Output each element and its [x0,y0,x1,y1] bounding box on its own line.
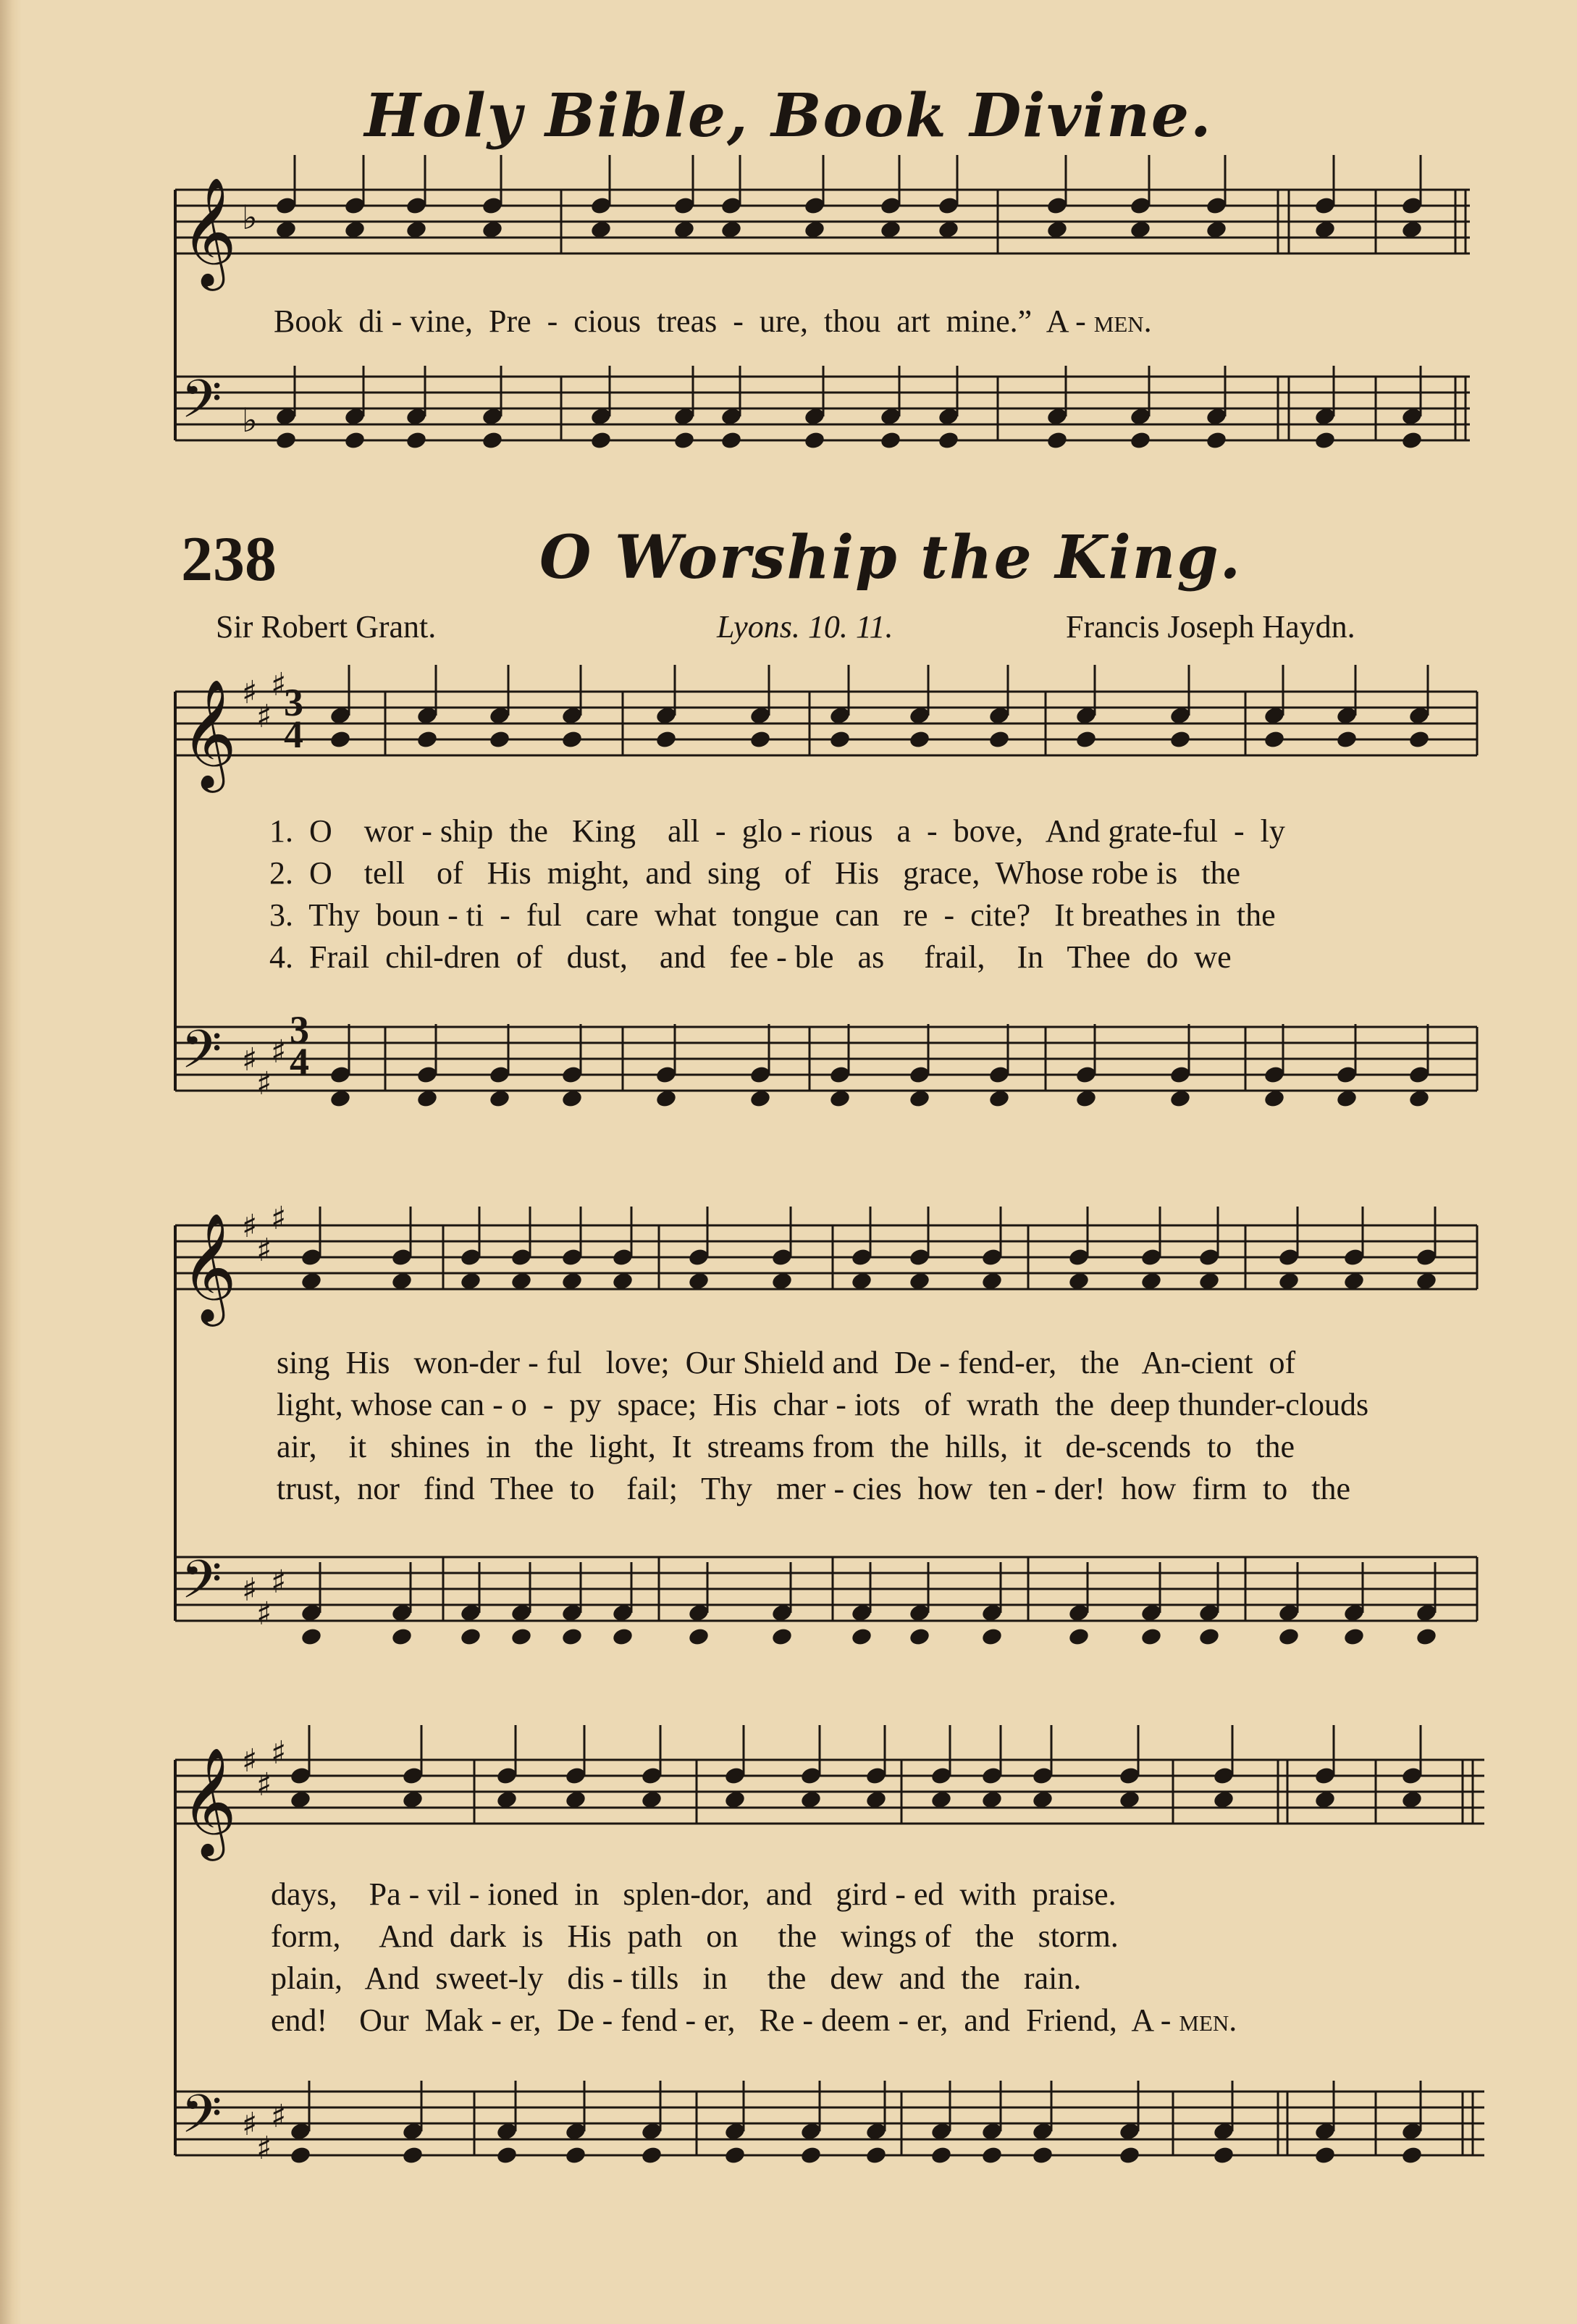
time-signature-treble [284,681,303,756]
prev-hymn-amen: men. [1093,303,1152,339]
time-sig-top-bass: 3 [290,1008,309,1052]
sharp-icon: ♯ [242,674,258,711]
bass-clef-icon: 𝄢 [181,368,222,442]
s3-bass-note-head [723,2145,746,2165]
hymn-amen: men. [1179,2002,1237,2038]
sharp-icon: ♯ [271,1564,287,1601]
sharp-icon: ♯ [242,1742,258,1779]
s1-treble-note-head [908,729,930,750]
sharp-icon: ♯ [271,666,287,703]
lyric-s2-v3: air, it shines in the light, It streams from the hills, it de-scends to the [277,1429,1295,1464]
prev-bass-note-head [879,430,901,450]
sharp-icon: ♯ [271,2098,287,2135]
treble-clef-icon: 𝄞 [181,1212,237,1322]
prev-bass-note-head [405,430,427,450]
s2-bass-note-head [560,1627,583,1647]
lyric-s1-v2: 2. O tell of His might, and sing of His grace, Whose robe is the [269,855,1240,891]
s2-bass-note-head [300,1627,322,1647]
sharp-icon: ♯ [256,1065,272,1102]
s2-bass-note-head [459,1627,481,1647]
s1-treble-note-head [488,729,510,750]
bass-clef-icon: 𝄢 [181,2083,222,2157]
prev-bass-note-head [1205,430,1227,450]
s1-treble-note-head [416,729,438,750]
hymn-title: O Worship the King. [539,523,1242,592]
s2-bass-note-head [850,1627,872,1647]
sharp-icon: ♯ [242,1208,258,1245]
s3-bass-note-head [1212,2145,1235,2165]
s2-bass-note-head [611,1627,634,1647]
s3-bass-note-head [865,2145,887,2165]
hymn-author: Sir Robert Grant. [216,609,437,645]
sharp-icon: ♯ [271,1033,287,1070]
time-signature-bass [290,1008,309,1083]
s3-bass-note-head [930,2145,952,2165]
s3-bass-note-head [1118,2145,1140,2165]
sharp-icon: ♯ [242,1041,258,1078]
s2-bass-note-head [1277,1627,1300,1647]
s2-bass-note-head [980,1627,1003,1647]
sharp-icon: ♯ [271,1734,287,1771]
s3-bass-note-head [1313,2145,1336,2165]
s1-treble-note-head [1335,729,1358,750]
s2-bass-note-head [1342,1627,1365,1647]
prev-bass-note-head [1313,430,1336,450]
s1-treble-note-head [1075,729,1097,750]
s1-treble-note-head [1263,729,1285,750]
s3-bass-note-head [980,2145,1003,2165]
s1-treble-note-head [749,729,771,750]
prev-bass-note-head [343,430,366,450]
lyric-s3-v3: plain, And sweet-ly dis - tills in the dew and the rain. [271,1960,1082,1996]
s2-bass-note-head [1415,1627,1437,1647]
s1-treble-note-head [560,729,583,750]
s3-bass-note-head [640,2145,663,2165]
s3-bass-note-head [799,2145,822,2165]
time-sig-bottom-bass: 4 [290,1040,309,1083]
treble-clef-icon: 𝄞 [181,678,237,788]
treble-clef-icon: 𝄞 [181,176,237,286]
time-sig-top: 3 [284,681,303,724]
treble-clef-icon: 𝄞 [181,1746,237,1856]
prev-bass-note-head [673,430,695,450]
prev-bass-note-head [937,430,959,450]
sharp-icon: ♯ [242,1572,258,1608]
lyric-s1-v3: 3. Thy boun - ti - ful care what tongue can re - cite? It breathes in the [269,897,1276,933]
prev-hymn-lyric-text: Book di - vine, Pre - cious treas - ure, thou art mine.” A - [274,303,1094,339]
sharp-icon: ♯ [256,698,272,735]
prev-bass-note-head [274,430,297,450]
s1-treble-note-head [1408,729,1430,750]
bass-clef-icon: 𝄢 [181,1018,222,1093]
prev-bass-note-head [1046,430,1068,450]
s3-bass-note-head [495,2145,518,2165]
s1-treble-note-head [1169,729,1191,750]
s2-bass-note-head [390,1627,413,1647]
lyric-s2-v4: trust, nor find Thee to fail; Thy mer - cies how ten - der! how firm to the [277,1471,1351,1506]
s1-treble-note-head [655,729,677,750]
s2-bass-note-head [1198,1627,1220,1647]
lyric-s3-v4-text: end! Our Mak - er, De - fend - er, Re - deem - er, and Friend, A - [271,2002,1179,2038]
lyric-s1-v4: 4. Frail chil-dren of dust, and fee - ble as frail, In Thee do we [269,939,1232,975]
hymn-composer: Francis Joseph Haydn. [1066,609,1355,645]
s2-bass-note-head [770,1627,793,1647]
time-sig-bottom: 4 [284,713,303,756]
s3-bass-note-head [1031,2145,1054,2165]
s2-bass-note-head [1067,1627,1090,1647]
prev-bass-note-head [481,430,503,450]
prev-bass-note-head [1129,430,1151,450]
sharp-icon: ♯ [256,1232,272,1269]
flat-icon: ♭ [242,400,258,440]
s3-bass-note-head [1400,2145,1423,2165]
hymn-number: 238 [181,524,277,595]
lyric-s1-v1: 1. O wor - ship the King all - glo - rious a - bove, And grate-ful - ly [269,813,1285,849]
flat-icon: ♭ [242,198,258,237]
sharp-icon: ♯ [256,1595,272,1632]
lyric-s3-v1: days, Pa - vil - ioned in splen-dor, and gird - ed with praise. [271,1876,1116,1912]
s3-bass-note-head [289,2145,311,2165]
hymn-tune: Lyons. 10. 11. [717,609,893,645]
s2-bass-note-head [908,1627,930,1647]
sharp-icon: ♯ [256,1766,272,1803]
s1-treble-note-head [988,729,1010,750]
s3-bass-note-head [564,2145,586,2165]
prev-bass-note-head [803,430,825,450]
bass-clef-icon: 𝄢 [181,1548,222,1623]
lyric-s2-v1: sing His won-der - ful love; Our Shield and De - fend-er, the An-cient of [277,1345,1296,1380]
lyric-s3-v2: form, And dark is His path on the wings of the storm. [271,1918,1119,1954]
prev-bass-note-head [720,430,742,450]
s3-bass-note-head [401,2145,424,2165]
sharp-icon: ♯ [242,2106,258,2143]
s1-treble-note-head [329,729,351,750]
s2-bass-note-head [510,1627,532,1647]
prev-bass-note-head [589,430,612,450]
sharp-icon: ♯ [271,1200,287,1237]
sharp-icon: ♯ [256,2130,272,2167]
s2-bass-note-head [687,1627,710,1647]
s1-treble-note-head [828,729,851,750]
prev-bass-note-head [1400,430,1423,450]
lyric-s2-v2: light, whose can - o - py space; His char - iots of wrath the deep thunder-clouds [277,1387,1369,1422]
prev-hymn-title: Holy Bible, Book Divine. [364,81,1213,151]
s2-bass-note-head [1140,1627,1162,1647]
